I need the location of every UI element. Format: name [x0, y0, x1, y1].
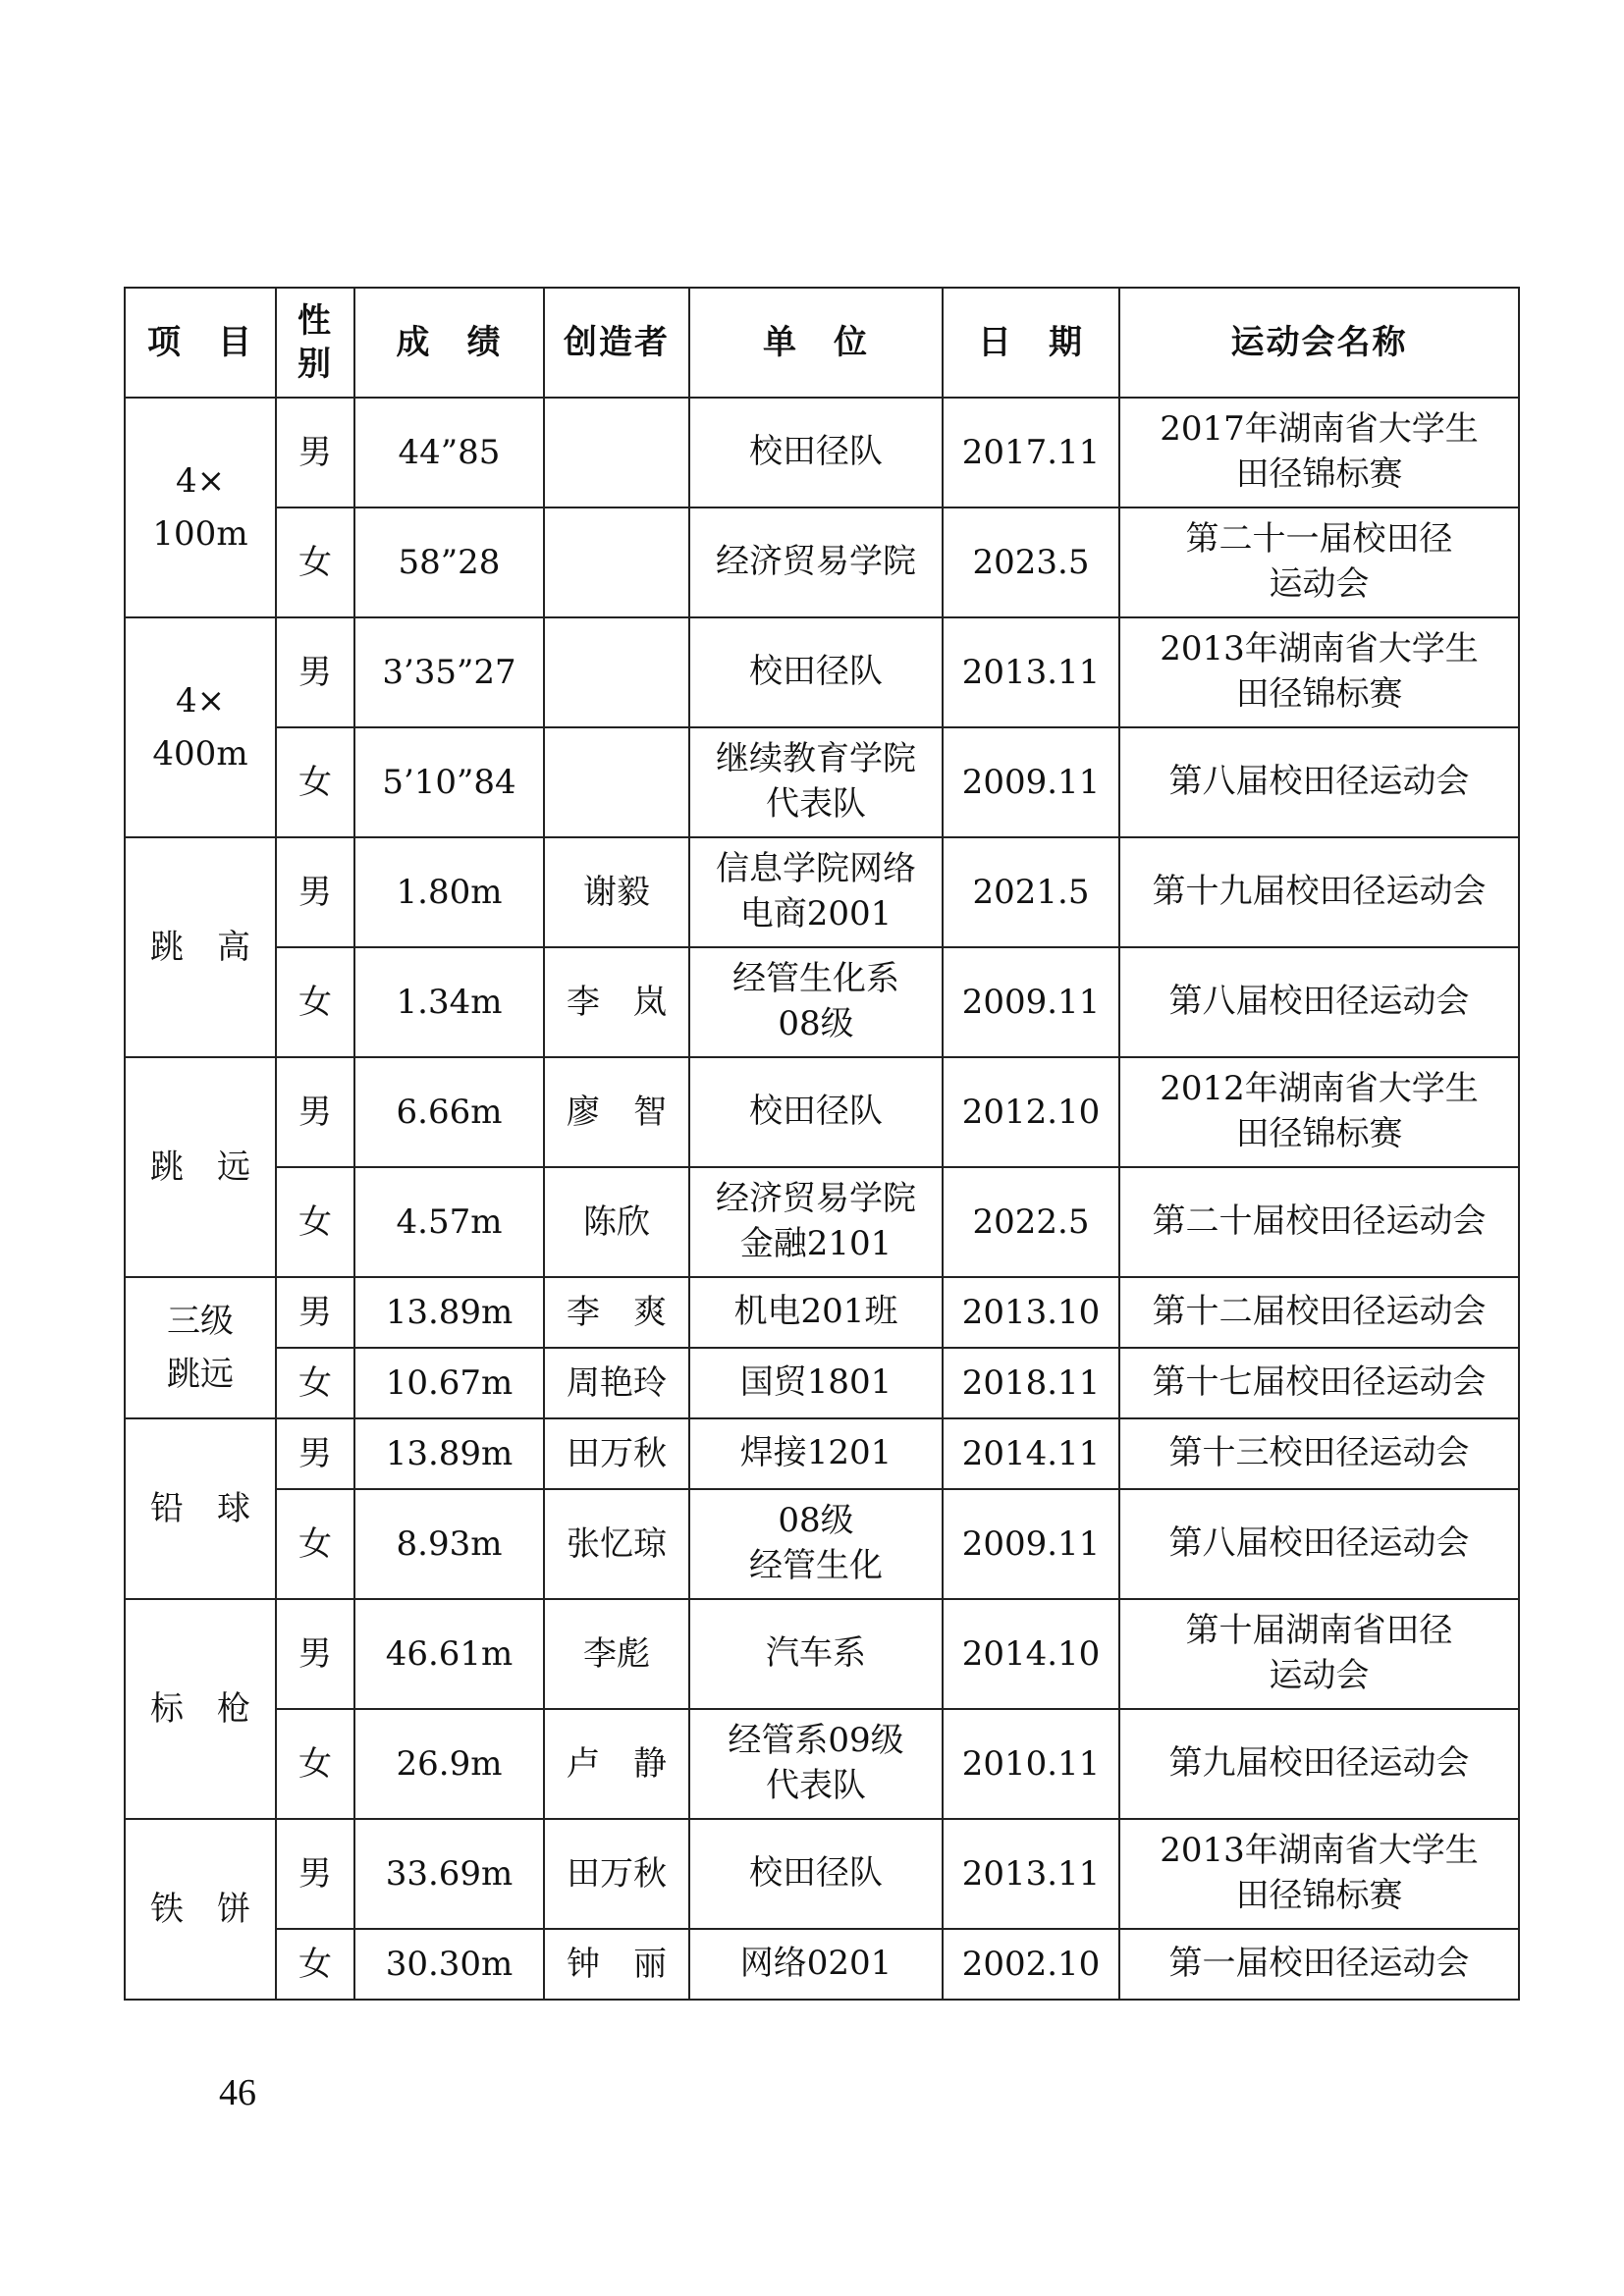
- cell-result: 44”85: [354, 398, 544, 507]
- cell-gender: 女: [276, 1348, 354, 1418]
- cell-result: 13.89m: [354, 1418, 544, 1489]
- record-row: [125, 1599, 1519, 1709]
- cell-meet: 2017年湖南省大学生 田径锦标赛: [1119, 398, 1519, 507]
- cell-gender: 男: [276, 617, 354, 727]
- cell-meet: 第十届湖南省田径 运动会: [1119, 1599, 1519, 1709]
- cell-unit: 汽车系: [689, 1599, 943, 1709]
- cell-gender: 女: [276, 1709, 354, 1819]
- cell-result: 1.34m: [354, 947, 544, 1057]
- cell-result: 26.9m: [354, 1709, 544, 1819]
- cell-unit: 校田径队: [689, 617, 943, 727]
- cell-meet: 第二十届校田径运动会: [1119, 1167, 1519, 1277]
- record-row: [125, 1709, 1519, 1819]
- cell-meet: 第十二届校田径运动会: [1119, 1277, 1519, 1348]
- cell-unit: 经济贸易学院 金融2101: [689, 1167, 943, 1277]
- cell-gender: 女: [276, 1489, 354, 1599]
- cell-date: 2012.10: [943, 1057, 1119, 1167]
- record-row: [125, 947, 1519, 1057]
- cell-result: 46.61m: [354, 1599, 544, 1709]
- cell-gender: 女: [276, 1929, 354, 2000]
- page-number: 46: [219, 2072, 256, 2113]
- header-event: 项 目: [125, 288, 276, 398]
- record-row: [125, 1167, 1519, 1277]
- event-name: 跳 远: [125, 1057, 276, 1277]
- cell-result: 1.80m: [354, 837, 544, 947]
- cell-date: 2009.11: [943, 947, 1119, 1057]
- event-name: 跳 高: [125, 837, 276, 1057]
- cell-date: 2013.10: [943, 1277, 1119, 1348]
- cell-date: 2009.11: [943, 1489, 1119, 1599]
- record-row: [125, 1929, 1519, 2000]
- cell-gender: 男: [276, 1277, 354, 1348]
- cell-meet: 2013年湖南省大学生 田径锦标赛: [1119, 1819, 1519, 1929]
- cell-holder: 田万秋: [544, 1819, 689, 1929]
- cell-result: 8.93m: [354, 1489, 544, 1599]
- cell-date: 2013.11: [943, 617, 1119, 727]
- event-name: 三级 跳远: [125, 1277, 276, 1418]
- header-gender: 性别: [276, 288, 354, 398]
- cell-gender: 男: [276, 837, 354, 947]
- cell-holder: 谢毅: [544, 837, 689, 947]
- record-row: [125, 617, 1519, 727]
- cell-result: 30.30m: [354, 1929, 544, 2000]
- cell-date: 2021.5: [943, 837, 1119, 947]
- record-row: [125, 837, 1519, 947]
- cell-unit: 信息学院网络 电商2001: [689, 837, 943, 947]
- record-row: [125, 1819, 1519, 1929]
- cell-meet: 第二十一届校田径 运动会: [1119, 507, 1519, 617]
- cell-meet: 2012年湖南省大学生 田径锦标赛: [1119, 1057, 1519, 1167]
- record-row: [125, 507, 1519, 617]
- cell-unit: 经管系09级 代表队: [689, 1709, 943, 1819]
- cell-date: 2017.11: [943, 398, 1119, 507]
- cell-gender: 男: [276, 398, 354, 507]
- header-holder: 创造者: [544, 288, 689, 398]
- cell-unit: 焊接1201: [689, 1418, 943, 1489]
- cell-holder: 张忆琼: [544, 1489, 689, 1599]
- cell-holder: [544, 727, 689, 837]
- cell-unit: 继续教育学院 代表队: [689, 727, 943, 837]
- cell-date: 2010.11: [943, 1709, 1119, 1819]
- cell-date: 2014.11: [943, 1418, 1119, 1489]
- cell-gender: 男: [276, 1599, 354, 1709]
- cell-result: 10.67m: [354, 1348, 544, 1418]
- cell-meet: 第八届校田径运动会: [1119, 947, 1519, 1057]
- record-row: [125, 727, 1519, 837]
- record-row: [125, 1489, 1519, 1599]
- cell-meet: 第九届校田径运动会: [1119, 1709, 1519, 1819]
- cell-meet: 第十七届校田径运动会: [1119, 1348, 1519, 1418]
- record-row: [125, 1418, 1519, 1489]
- cell-date: 2018.11: [943, 1348, 1119, 1418]
- records-table: [124, 287, 1520, 2001]
- cell-result: 33.69m: [354, 1819, 544, 1929]
- cell-result: 58”28: [354, 507, 544, 617]
- cell-meet: 第十三校田径运动会: [1119, 1418, 1519, 1489]
- cell-unit: 国贸1801: [689, 1348, 943, 1418]
- cell-gender: 男: [276, 1819, 354, 1929]
- cell-meet: 第一届校田径运动会: [1119, 1929, 1519, 2000]
- header-unit: 单 位: [689, 288, 943, 398]
- cell-result: 4.57m: [354, 1167, 544, 1277]
- cell-holder: [544, 617, 689, 727]
- cell-holder: 钟 丽: [544, 1929, 689, 2000]
- cell-date: 2022.5: [943, 1167, 1119, 1277]
- header-row: [125, 288, 1519, 398]
- record-row: [125, 1057, 1519, 1167]
- record-row: [125, 398, 1519, 507]
- cell-meet: 2013年湖南省大学生 田径锦标赛: [1119, 617, 1519, 727]
- cell-gender: 女: [276, 727, 354, 837]
- cell-meet: 第八届校田径运动会: [1119, 727, 1519, 837]
- event-name: 标 枪: [125, 1599, 276, 1819]
- cell-unit: 校田径队: [689, 1819, 943, 1929]
- cell-gender: 女: [276, 507, 354, 617]
- header-result: 成 绩: [354, 288, 544, 398]
- cell-result: 3’35”27: [354, 617, 544, 727]
- header-meet: 运动会名称: [1119, 288, 1519, 398]
- cell-result: 13.89m: [354, 1277, 544, 1348]
- cell-gender: 男: [276, 1418, 354, 1489]
- cell-gender: 男: [276, 1057, 354, 1167]
- cell-holder: 卢 静: [544, 1709, 689, 1819]
- cell-unit: 经管生化系 08级: [689, 947, 943, 1057]
- cell-date: 2014.10: [943, 1599, 1119, 1709]
- cell-holder: 陈欣: [544, 1167, 689, 1277]
- cell-holder: 李彪: [544, 1599, 689, 1709]
- cell-holder: 田万秋: [544, 1418, 689, 1489]
- cell-unit: 网络0201: [689, 1929, 943, 2000]
- cell-holder: 廖 智: [544, 1057, 689, 1167]
- cell-holder: [544, 398, 689, 507]
- cell-holder: 李 爽: [544, 1277, 689, 1348]
- cell-result: 6.66m: [354, 1057, 544, 1167]
- cell-holder: [544, 507, 689, 617]
- cell-unit: 08级 经管生化: [689, 1489, 943, 1599]
- cell-result: 5’10”84: [354, 727, 544, 837]
- cell-holder: 李 岚: [544, 947, 689, 1057]
- event-name: 铁 饼: [125, 1819, 276, 2000]
- event-name: 4× 400m: [125, 617, 276, 837]
- records-body: [125, 398, 1519, 2000]
- record-row: [125, 1348, 1519, 1418]
- cell-date: 2023.5: [943, 507, 1119, 617]
- cell-unit: 经济贸易学院: [689, 507, 943, 617]
- cell-meet: 第八届校田径运动会: [1119, 1489, 1519, 1599]
- record-row: [125, 1277, 1519, 1348]
- cell-date: 2002.10: [943, 1929, 1119, 2000]
- cell-date: 2009.11: [943, 727, 1119, 837]
- event-name: 铅 球: [125, 1418, 276, 1599]
- cell-unit: 校田径队: [689, 1057, 943, 1167]
- cell-unit: 校田径队: [689, 398, 943, 507]
- cell-gender: 女: [276, 1167, 354, 1277]
- cell-holder: 周艳玲: [544, 1348, 689, 1418]
- cell-date: 2013.11: [943, 1819, 1119, 1929]
- header-date: 日 期: [943, 288, 1119, 398]
- cell-gender: 女: [276, 947, 354, 1057]
- cell-unit: 机电201班: [689, 1277, 943, 1348]
- cell-meet: 第十九届校田径运动会: [1119, 837, 1519, 947]
- event-name: 4× 100m: [125, 398, 276, 617]
